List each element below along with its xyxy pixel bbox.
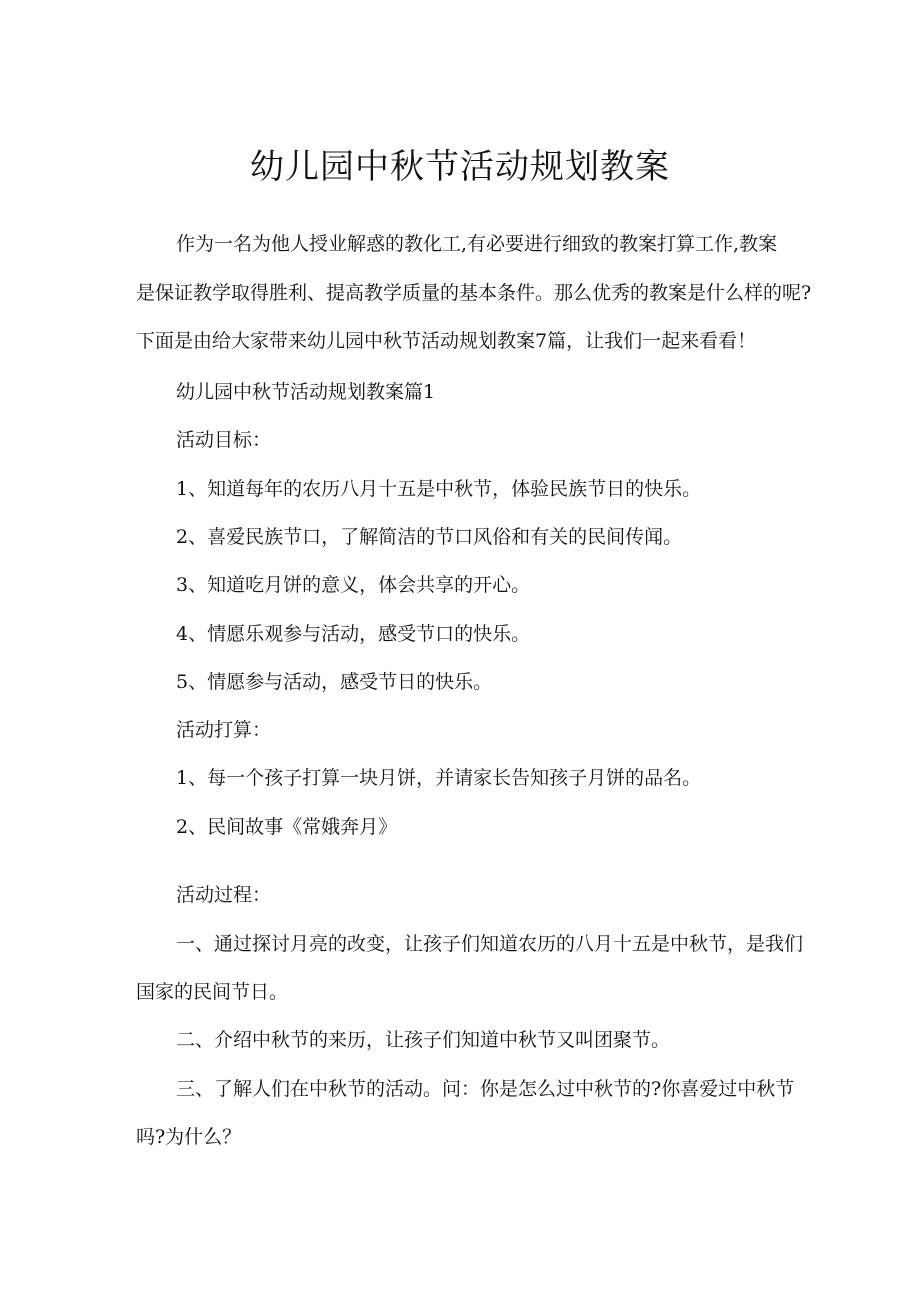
goals-heading: 活动目标：: [176, 429, 272, 451]
document-title: 幼儿园中秋节活动规划教案: [250, 147, 670, 187]
intro-line-1: 作为一名为他人授业解惑的教化工,有必要进行细致的教案打算工作,教案: [176, 233, 778, 255]
section-heading: 幼儿园中秋节活动规划教案篇1: [176, 381, 436, 403]
goal-item-3: 3、知道吃月饼的意义，体会共享的开心。: [176, 574, 531, 596]
goal-item-4: 4、情愿乐观参与活动，感受节口的快乐。: [176, 623, 531, 645]
prep-item-1: 1、每一个孩子打算一块月饼，并请家长告知孩子月饼的品名。: [176, 767, 702, 789]
process-item-1: 一、通过探讨月亮的改变，让孩子们知道农历的八月十五是中秋节，是我们: [176, 933, 804, 955]
process-heading: 活动过程：: [176, 884, 272, 906]
prep-item-2: 2、民间故事《常娥奔月》: [176, 816, 398, 838]
process-item-3-cont: 吗?为什么？: [136, 1126, 242, 1148]
prep-heading: 活动打算：: [176, 719, 272, 741]
intro-line-3: 下面是由给大家带来幼儿园中秋节活动规划教案7篇，让我们一起来看看！: [136, 330, 757, 352]
intro-line-2: 是保证教学取得胜利、提高教学质量的基本条件。那么优秀的教案是什么样的呢?: [136, 282, 812, 304]
goal-item-2: 2、喜爱民族节口，了解简洁的节口风俗和有关的民间传闻。: [176, 526, 683, 548]
process-item-1-cont: 国家的民间节日。: [136, 981, 289, 1003]
process-item-3: 三、了解人们在中秋节的活动。问：你是怎么过中秋节的?你喜爱过中秋节: [176, 1078, 795, 1100]
goal-item-1: 1、知道每年的农历八月十五是中秋节，体验民族节日的快乐。: [176, 478, 702, 500]
process-item-2: 二、介绍中秋节的来历，让孩子们知道中秋节又叫团聚节。: [176, 1029, 671, 1051]
goal-item-5: 5、情愿参与活动，感受节日的快乐。: [176, 671, 493, 693]
